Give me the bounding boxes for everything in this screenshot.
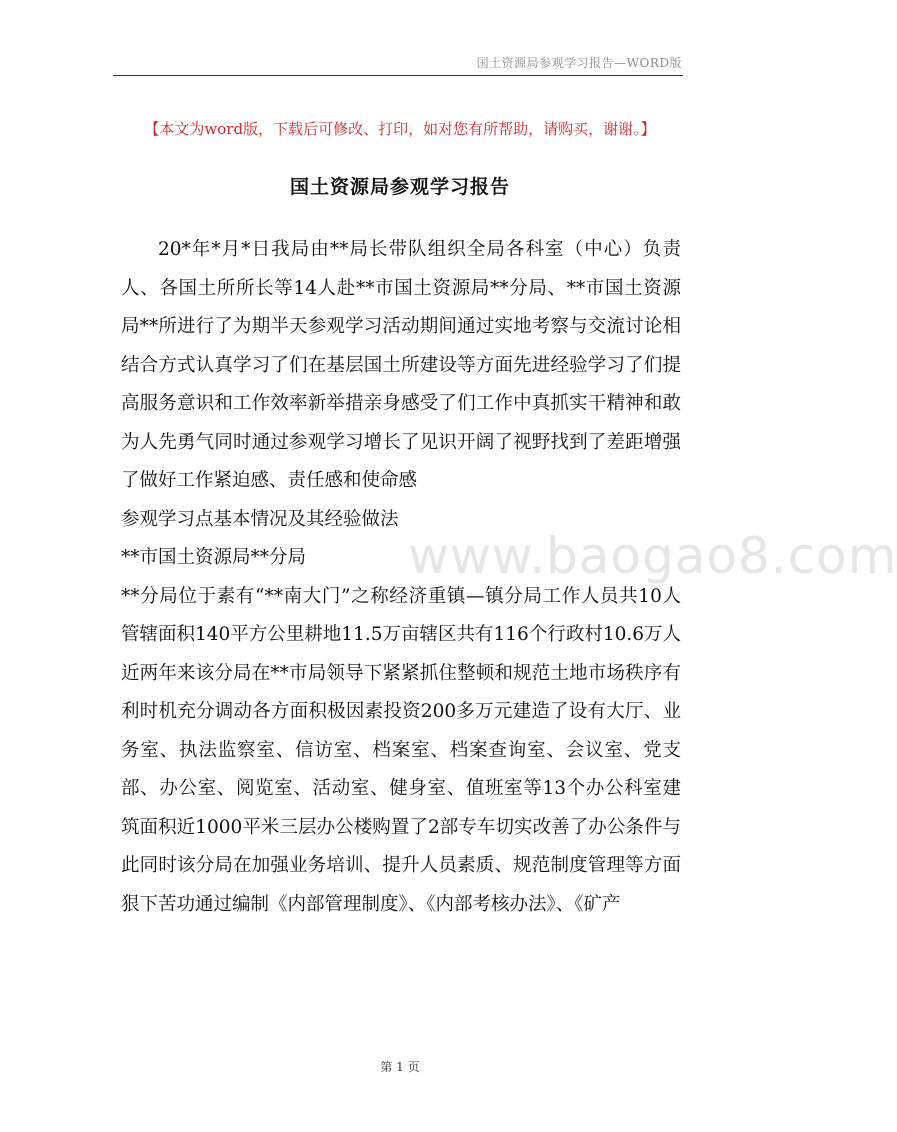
paragraph-progress: 近两年来该分局在**市局领导下紧紧抓住整顿和规范土地市场秩序有利时机充分调动各方面积极因素投资200多万元建造了设有大厅、业务室、执法监察室、信访室、档案室、档案查询室、会议室、党支部、办公室、阅览室、活动室、健身室、值班室等13个办公科室建筑面积近1000平米三层办公楼购置了2部专车切实改善了办公条件与此同时该分局在加强业务培训、提升人员素质、规范制度管理等方面狠下苦功通过编制《内部管理制度》、《内部考核办法》、《矿产	[121, 662, 681, 915]
document-body	[121, 231, 681, 924]
watermark: www.baogao8.com	[408, 527, 897, 585]
section-heading: 参观学习点基本情况及其经验做法	[121, 508, 399, 530]
document-title: 国土资源局参观学习报告	[289, 176, 510, 198]
page-number: 第 1 页	[380, 1060, 420, 1074]
paragraph-overview: **分局位于素有“**南大门”之称经济重镇—镇分局工作人员共10人管辖面积140平方公里耕地11.5万亩辖区共有116个行政村10.6万人	[121, 585, 682, 645]
paragraph-intro: 20*年*月*日我局由**局长带队组织全局各科室（中心）负责人、各国土所所长等14人赴**市国土资源局**分局、**市国土资源局**所进行了为期半天参观学习活动期间通过实地考察与交流讨论相结合方式认真学习了们在基层国土所建设等方面先进经验学习了们提高服务意识和工作效率新举措亲身感受了们工作中真抓实干精神和敢为人先勇气同时通过参观学习增长了见识开阔了视野找到了差距增强了做好工作紧迫感、责任感和使命感	[121, 239, 681, 491]
header-divider	[113, 75, 683, 76]
download-notice: 【本文为word版，下载后可修改、打印，如对您有所帮助，请购买，谢谢。】	[144, 120, 656, 138]
running-header: 国土资源局参观学习报告—WORD版	[476, 56, 682, 70]
subsection-heading: **市国土资源局**分局	[121, 547, 307, 568]
